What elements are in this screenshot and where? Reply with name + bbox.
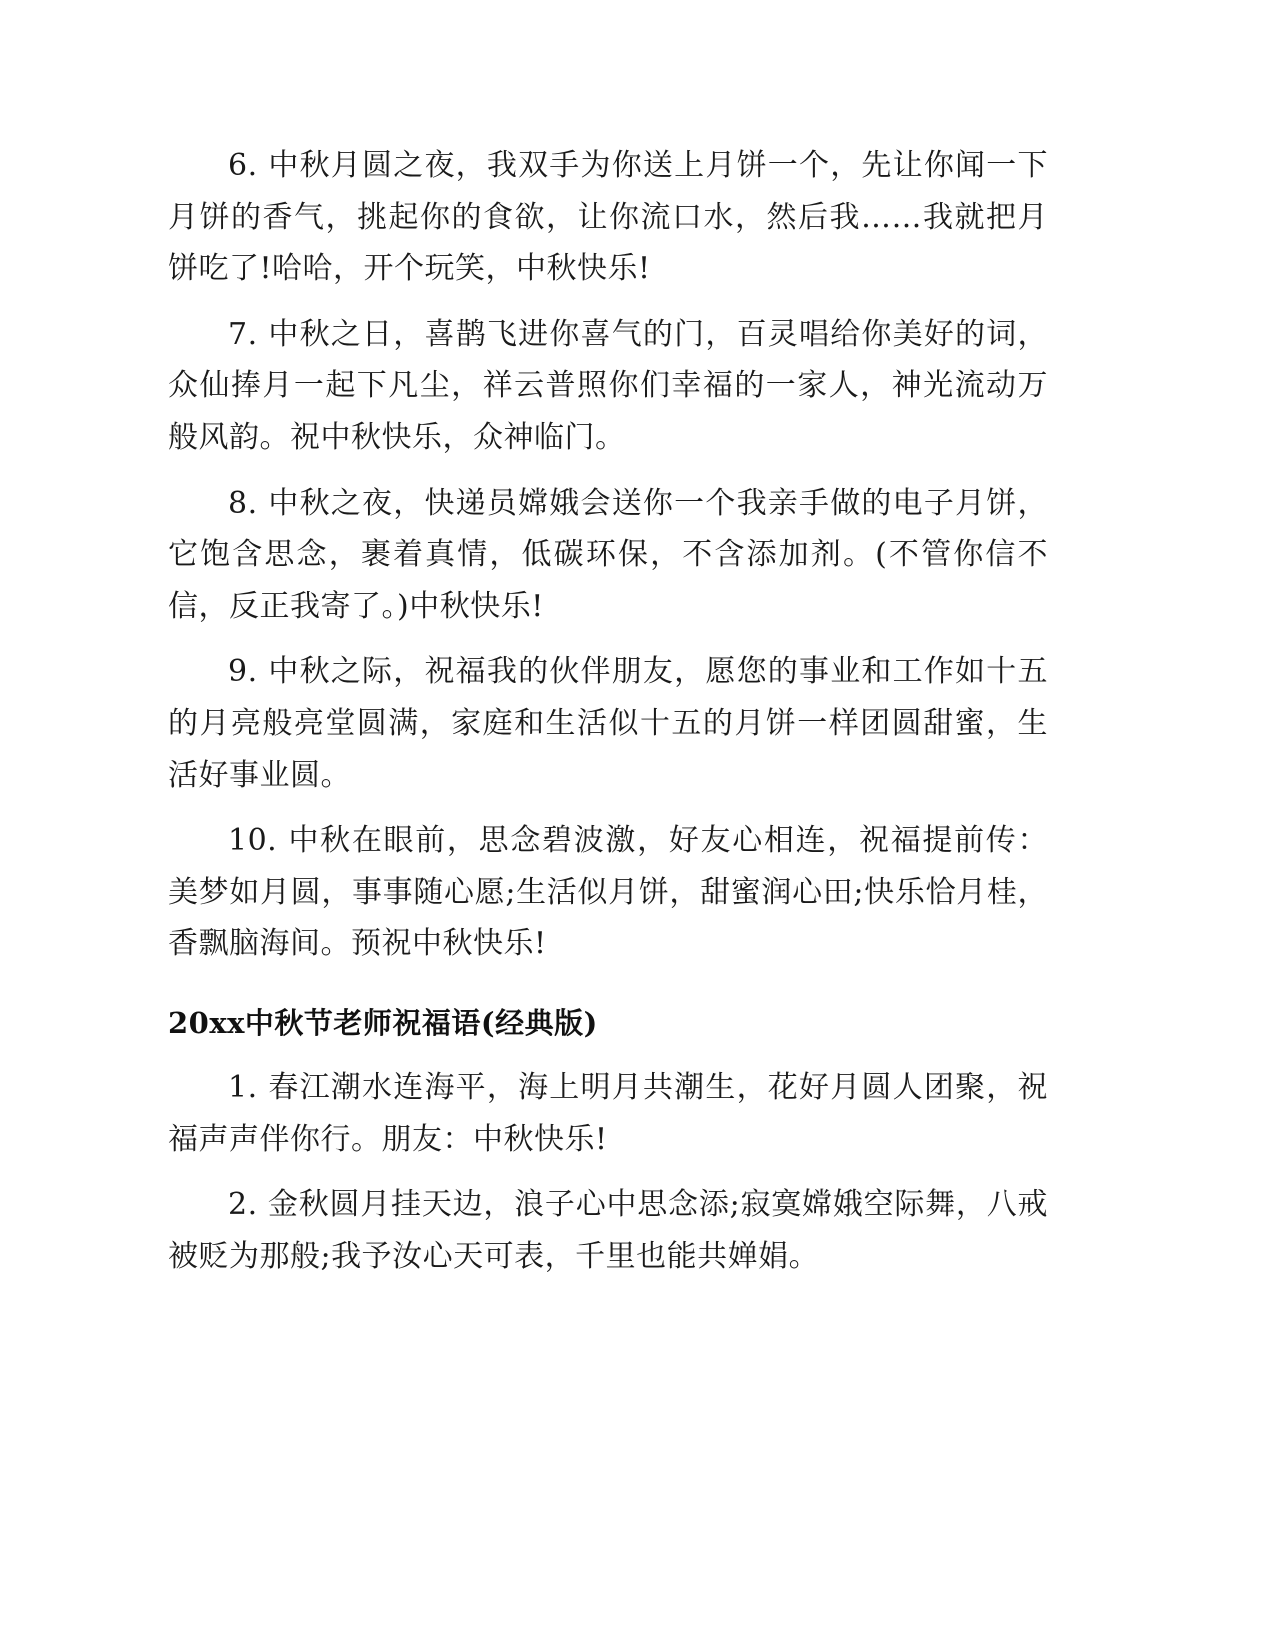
paragraph-item-7: 7. 中秋之日，喜鹊飞进你喜气的门，百灵唱给你美好的词，众仙捧月一起下凡尘，祥云普照你们幸福的一家人，神光流动万般风韵。祝中秋快乐，众神临门。 xyxy=(168,316,1048,455)
document-body xyxy=(168,140,1048,1297)
section-heading: 20xx中秋节老师祝福语(经典版) xyxy=(168,1005,598,1040)
paragraph-item-10: 10. 中秋在眼前，思念碧波激，好友心相连，祝福提前传：美梦如月圆，事事随心愿;生活似月饼，甜蜜润心田;快乐恰月桂，香飘脑海间。预祝中秋快乐! xyxy=(168,823,1048,962)
paragraph-item-6: 6. 中秋月圆之夜，我双手为你送上月饼一个，先让你闻一下月饼的香气，挑起你的食欲，让你流口水，然后我……我就把月饼吃了!哈哈，开个玩笑，中秋快乐! xyxy=(168,148,1048,287)
paragraph-item-8: 8. 中秋之夜，快递员嫦娥会送你一个我亲手做的电子月饼，它饱含思念，裹着真情，低碳环保，不含添加剂。(不管你信不信，反正我寄了。)中秋快乐! xyxy=(168,485,1048,624)
paragraph-item-9: 9. 中秋之际，祝福我的伙伴朋友，愿您的事业和工作如十五的月亮般亮堂圆满，家庭和生活似十五的月饼一样团圆甜蜜，生活好事业圆。 xyxy=(168,654,1048,793)
paragraph-item-1: 1. 春江潮水连海平，海上明月共潮生，花好月圆人团聚，祝福声声伴你行。朋友：中秋快乐! xyxy=(168,1070,1048,1157)
paragraph-item-2: 2. 金秋圆月挂天边，浪子心中思念添;寂寞嫦娥空际舞，八戒被贬为那般;我予汝心天可表，千里也能共婵娟。 xyxy=(168,1187,1048,1275)
